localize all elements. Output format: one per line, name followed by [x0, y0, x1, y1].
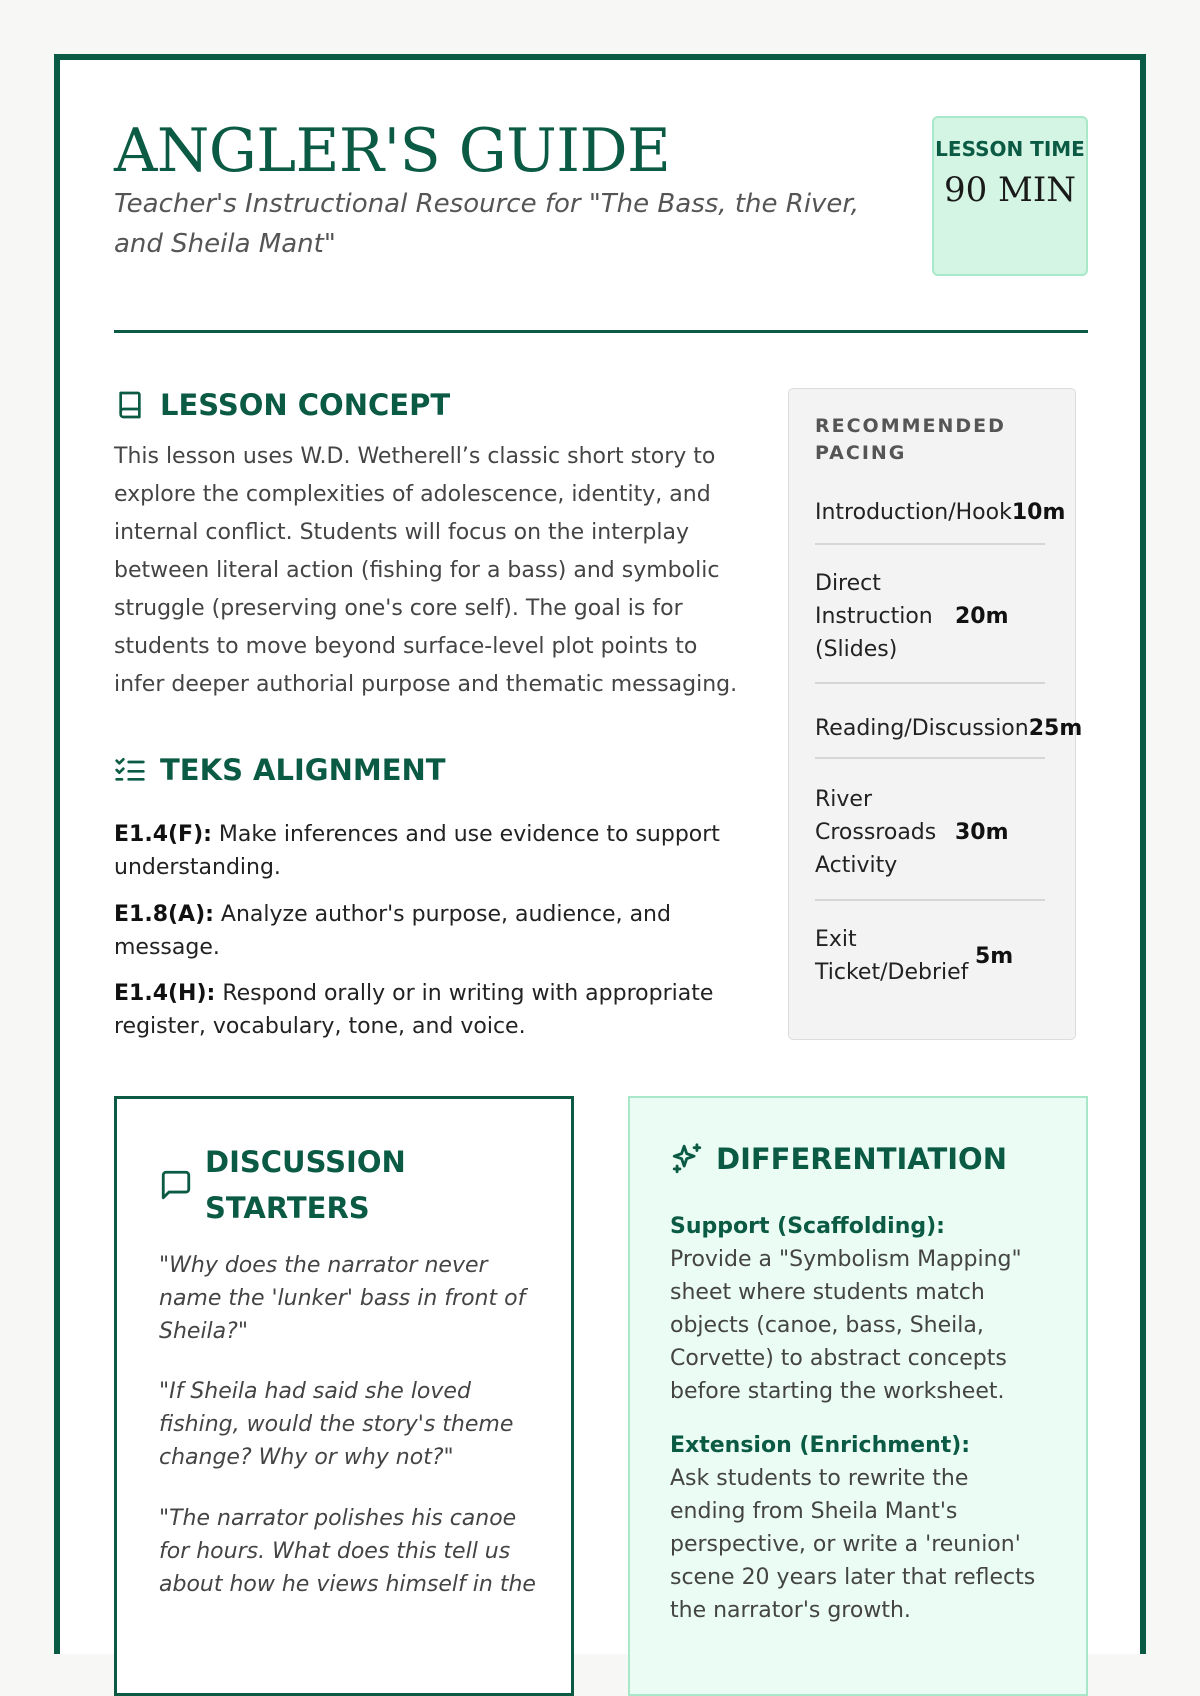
differentiation-heading — [670, 1142, 1007, 1176]
pacing-label: Exit Ticket/Debrief — [815, 927, 969, 985]
page-subtitle: Teacher's Instructional Resource for "The Bass, the River, and Sheila Mant" — [114, 189, 859, 259]
extension-text: Ask students to rewrite the ending from Sheila Mant's perspective, or write a 'reunion' scene 20 years later that reflects the narrator's growth. — [670, 1466, 1036, 1623]
pacing-value: 5m — [975, 943, 1014, 969]
pacing-row — [815, 487, 1066, 537]
teks-text: Make inferences and use evidence to support understanding. — [114, 822, 720, 880]
speech-bubble-icon — [159, 1168, 193, 1202]
teks-heading — [114, 753, 446, 787]
teks-item — [114, 818, 744, 884]
page-title: ANGLER'S GUIDE — [114, 116, 671, 186]
pacing-label: Introduction/Hook — [815, 499, 1012, 525]
lesson-time-badge — [932, 116, 1088, 276]
pacing-divider — [815, 543, 1045, 545]
teks-text: Respond orally or in writing with appropriate register, vocabulary, tone, and voice. — [114, 981, 714, 1039]
pacing-label: Direct Instruction (Slides) — [815, 571, 933, 662]
pacing-value: 30m — [955, 820, 1009, 845]
header-divider — [114, 330, 1088, 333]
lesson-concept-title: LESSON CONCEPT — [160, 388, 451, 422]
teks-item — [114, 898, 744, 964]
teks-code: E1.8(A): — [114, 902, 214, 927]
pacing-divider — [815, 757, 1045, 759]
lesson-page — [54, 54, 1146, 1654]
differentiation-title: DIFFERENTIATION — [716, 1142, 1007, 1176]
support-text: Provide a "Symbolism Mapping" sheet where students match objects (canoe, bass, Sheila, Corvette) to abstract concepts before starting the worksheet. — [670, 1247, 1022, 1404]
lesson-time-value: 90 MIN — [943, 170, 1077, 210]
support-label: Support (Scaffolding): — [670, 1214, 945, 1239]
pacing-row — [815, 923, 1045, 989]
pacing-row — [815, 567, 1045, 666]
pacing-value: 25m — [1028, 715, 1083, 741]
lesson-time-label: LESSON TIME — [935, 137, 1085, 161]
pacing-title: RECOMMENDED PACING — [815, 415, 1006, 464]
pacing-divider — [815, 682, 1045, 684]
discussion-starters-box — [114, 1096, 574, 1696]
teks-text: Analyze author's purpose, audience, and message. — [114, 902, 671, 960]
pacing-value: 10m — [1011, 499, 1066, 525]
discussion-title: DISCUSSION STARTERS — [205, 1145, 406, 1225]
discussion-quote: "If Sheila had said she loved fishing, would the story's theme change? Why or why not?" — [159, 1379, 514, 1470]
teks-code: E1.4(H): — [114, 981, 216, 1006]
teks-code: E1.4(F): — [114, 822, 212, 847]
checklist-icon — [114, 754, 146, 786]
book-icon — [114, 389, 146, 421]
pacing-divider — [815, 899, 1045, 901]
teks-title: TEKS ALIGNMENT — [160, 753, 446, 787]
lesson-concept-heading — [114, 388, 450, 422]
sparkles-icon — [670, 1142, 704, 1176]
discussion-heading — [159, 1139, 405, 1231]
pacing-row — [815, 703, 1083, 753]
pacing-label: River Crossroads Activity — [815, 787, 937, 878]
lesson-concept-text: This lesson uses W.D. Wetherell’s classic short story to explore the complexities of adolescence, identity, and internal conflict. Students will focus on the interplay between literal action (fishing for a bass) and symbolic struggle (preserving one's core self). The goal is for students to move beyond surface-level plot points to infer deeper authorial purpose and thematic messaging. — [114, 444, 738, 697]
differentiation-box — [628, 1096, 1088, 1696]
teks-item — [114, 977, 744, 1043]
discussion-quote: "The narrator polishes his canoe for hours. What does this tell us about how he views himself in the — [159, 1506, 536, 1597]
pacing-label: Reading/Discussion — [815, 715, 1029, 741]
recommended-pacing-panel — [788, 388, 1083, 1040]
pacing-value: 20m — [955, 604, 1009, 629]
discussion-quote: "Why does the narrator never name the 'lunker' bass in front of Sheila?" — [159, 1253, 526, 1344]
extension-label: Extension (Enrichment): — [670, 1433, 971, 1458]
pacing-row — [815, 783, 1045, 882]
